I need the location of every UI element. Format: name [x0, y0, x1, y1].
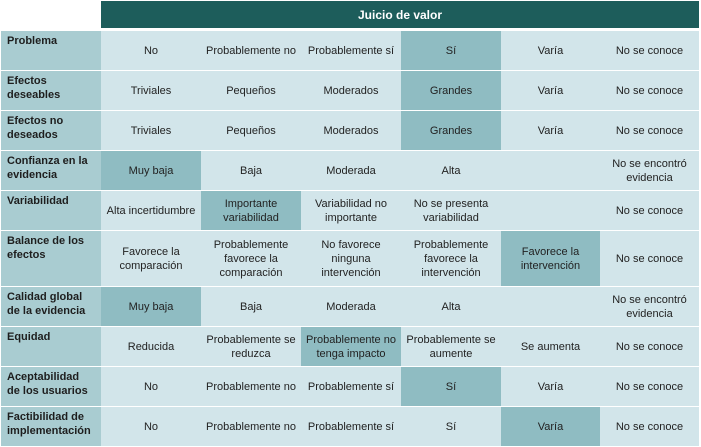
table-row [1, 327, 699, 367]
criteria-grid [1, 31, 699, 447]
row-label: Confianza en la evidencia [1, 151, 101, 191]
row-label: Balance de los efectos [1, 231, 101, 287]
table-cell: Muy baja [101, 287, 201, 327]
table-cell: No se encontró evidencia [600, 151, 699, 191]
table-cell [501, 191, 600, 231]
table-row [1, 367, 699, 407]
table-cell: No se conoce [600, 111, 699, 151]
table-cell: No [101, 367, 201, 407]
table-cell: Triviales [101, 111, 201, 151]
grid-body [1, 31, 699, 447]
table-cell: Muy baja [101, 151, 201, 191]
table-cell: Grandes [401, 71, 501, 111]
table-cell: Probablemente sí [301, 367, 401, 407]
table-cell: Probablemente no [201, 367, 301, 407]
table-cell: Probablemente sí [301, 31, 401, 71]
table-cell: Pequeños [201, 71, 301, 111]
table-cell: Varía [501, 367, 600, 407]
table-cell: No se conoce [600, 367, 699, 407]
table-cell: Probablemente favorece la intervención [401, 231, 501, 287]
table-cell: Probablemente favorece la comparación [201, 231, 301, 287]
table-cell: Triviales [101, 71, 201, 111]
table-cell: Importante variabilidad [201, 191, 301, 231]
table-row [1, 191, 699, 231]
row-label: Problema [1, 31, 101, 71]
table-row [1, 151, 699, 191]
row-label: Aceptabilidad de los usuarios [1, 367, 101, 407]
table-cell: Reducida [101, 327, 201, 367]
table-cell: No se conoce [600, 231, 699, 287]
row-label: Efectos deseables [1, 71, 101, 111]
table-cell: No [101, 407, 201, 447]
table-cell: Varía [501, 71, 600, 111]
table-row [1, 71, 699, 111]
table-cell: Moderada [301, 151, 401, 191]
table-cell: Probablemente se reduzca [201, 327, 301, 367]
table-cell: No se conoce [600, 407, 699, 447]
row-label: Variabilidad [1, 191, 101, 231]
table-cell: Alta incertidumbre [101, 191, 201, 231]
table-cell: No se conoce [600, 327, 699, 367]
table-cell: Grandes [401, 111, 501, 151]
table-cell: Varía [501, 31, 600, 71]
table-cell: Baja [201, 287, 301, 327]
table-cell: Sí [401, 31, 501, 71]
table-row [1, 31, 699, 71]
table-cell: Sí [401, 407, 501, 447]
table-cell [501, 151, 600, 191]
table-cell: Varía [501, 111, 600, 151]
table-cell: Baja [201, 151, 301, 191]
table-cell: Alta [401, 151, 501, 191]
table-cell: Probablemente no [201, 407, 301, 447]
table-cell: Variabilidad no importante [301, 191, 401, 231]
header-title: Juicio de valor [101, 1, 699, 28]
row-label: Factibilidad de implementación [1, 407, 101, 447]
row-label: Equidad [1, 327, 101, 367]
row-label: Calidad global de la evidencia [1, 287, 101, 327]
table-cell: Probablemente no [201, 31, 301, 71]
table-cell: No se conoce [600, 191, 699, 231]
header-spacer [1, 1, 101, 28]
table-cell: Probablemente sí [301, 407, 401, 447]
table-cell: No se conoce [600, 31, 699, 71]
table-cell: Se aumenta [501, 327, 600, 367]
table-row [1, 231, 699, 287]
table-cell: Favorece la intervención [501, 231, 600, 287]
table-row [1, 407, 699, 447]
table-cell: No se presenta variabilidad [401, 191, 501, 231]
table-cell: Favorece la comparación [101, 231, 201, 287]
table-cell: Pequeños [201, 111, 301, 151]
table-cell: No se encontró evidencia [600, 287, 699, 327]
table-row [1, 111, 699, 151]
table-header [1, 1, 699, 28]
table-cell: No favorece ninguna intervención [301, 231, 401, 287]
table-cell: Probablemente no tenga impacto [301, 327, 401, 367]
table-cell: Sí [401, 367, 501, 407]
table-cell: Alta [401, 287, 501, 327]
table-cell: No [101, 31, 201, 71]
table-cell: Moderada [301, 287, 401, 327]
table-cell: Moderados [301, 71, 401, 111]
table-cell: Varía [501, 407, 600, 447]
judgement-table [1, 1, 699, 447]
row-label: Efectos no deseados [1, 111, 101, 151]
table-row [1, 287, 699, 327]
table-cell: No se conoce [600, 71, 699, 111]
table-cell [501, 287, 600, 327]
table-cell: Moderados [301, 111, 401, 151]
table-cell: Probablemente se aumente [401, 327, 501, 367]
